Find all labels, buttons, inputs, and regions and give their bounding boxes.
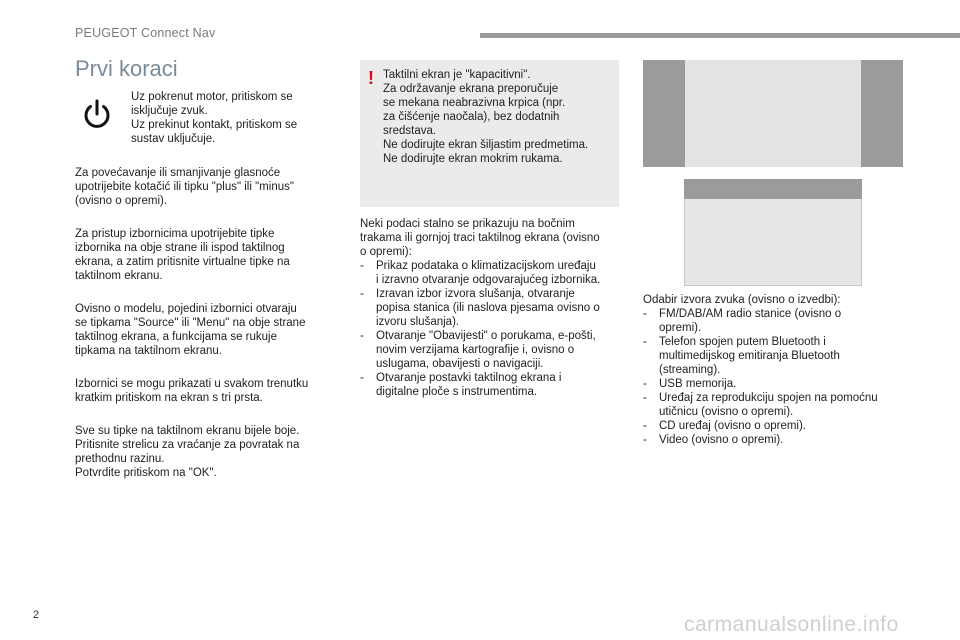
text-line: utičnicu (ovisno o opremi). [659, 406, 794, 418]
text-line: Uz pokrenut motor, pritiskom se [131, 91, 293, 103]
text-line: Uz prekinut kontakt, pritiskom se [131, 119, 298, 131]
list-item [643, 377, 905, 391]
side-bars-list [360, 259, 622, 399]
list-item [643, 335, 905, 377]
power-icon [81, 98, 113, 130]
text-line: kratkim pritiskom na ekran s tri prsta. [75, 392, 263, 404]
text-line: taktilnom ekranu. [75, 270, 163, 282]
text-line: Pritisnite strelicu za vraćanje za povratak na [75, 439, 300, 451]
white-keys-paragraph [75, 424, 335, 480]
text-line: (ovisno o opremi). [75, 195, 168, 207]
warning-text [383, 68, 615, 166]
text-line: - Telefon spojen putem Bluetooth i [659, 336, 826, 348]
text-line: digitalne ploče s instrumentima. [376, 386, 538, 398]
text-line: ekrana, a zatim pritisnite virtualne tipke na [75, 256, 290, 268]
text-line: i izravno otvaranje odgovarajućeg izbornika. [376, 274, 601, 286]
list-item [360, 371, 622, 399]
text-line: upotrijebite kotačić ili tipku "plus" ili "minus" [75, 181, 294, 193]
text-line: Potvrdite pritiskom na "OK". [75, 467, 217, 479]
power-description [131, 90, 331, 146]
text-line: - FM/DAB/AM radio stanice (ovisno o [659, 308, 842, 320]
warning-icon: ! [368, 68, 374, 88]
text-line: se tipkama "Source" ili "Menu" na obje strane [75, 317, 306, 329]
text-line: - Otvaranje postavki taktilnog ekrana i [376, 372, 562, 384]
text-line: isključuje zvuk. [131, 105, 208, 117]
source-illustration-header [684, 179, 862, 199]
list-item [643, 433, 905, 447]
text-line: taktilnog ekrana, a funkcijama se rukuje [75, 331, 277, 343]
text-line: Za pristup izbornicima upotrijebite tipke [75, 228, 275, 240]
text-line: za čišćenje naočala), bez dodatnih [383, 111, 560, 123]
text-line: - Video (ovisno o opremi). [659, 434, 784, 446]
text-line: tipkama na taktilnom ekranu. [75, 345, 223, 357]
text-line: Odabir izvora zvuka (ovisno o izvedbi): [643, 294, 841, 306]
text-line: sredstava. [383, 125, 437, 137]
text-line: novim verzijama kartografije i, ovisno o [376, 344, 575, 356]
menu-access-paragraph [75, 227, 335, 283]
screen-illustration-display [685, 60, 861, 167]
list-item [360, 329, 622, 371]
volume-paragraph [75, 166, 335, 208]
text-line: sustav uključuje. [131, 133, 216, 145]
watermark: carmanualsonline.info [684, 613, 899, 636]
text-line: Izbornici se mogu prikazati u svakom trenutku [75, 378, 309, 390]
text-line: Sve su tipke na taktilnom ekranu bijele boje. [75, 425, 300, 437]
text-line: izvoru slušanja). [376, 316, 460, 328]
page-number: 2 [33, 609, 40, 621]
audio-source-section [643, 293, 905, 447]
text-line: (streaming). [659, 364, 721, 376]
header-divider [480, 33, 960, 38]
text-line: Taktilni ekran je "kapacitivni". [383, 69, 531, 81]
audio-source-list [643, 307, 905, 447]
text-line: trakama ili gornjoj traci taktilnog ekrana (ovisno [360, 232, 600, 244]
text-line: popisa stanica (ili naslova pjesama ovisno o [376, 302, 600, 314]
text-line: opremi). [659, 322, 702, 334]
text-line: - CD uređaj (ovisno o opremi). [659, 420, 807, 432]
text-line: - Prikaz podataka o klimatizacijskom uređaju [376, 260, 596, 272]
list-item [360, 259, 622, 287]
list-item [360, 287, 622, 329]
header-title: PEUGEOT Connect Nav [75, 26, 216, 40]
text-line: Ovisno o modelu, pojedini izbornici otvaraju [75, 303, 297, 315]
text-line: - Otvaranje "Obavijesti" o porukama, e-pošti, [376, 330, 596, 342]
list-item [643, 391, 905, 419]
text-line: Za povećavanje ili smanjivanje glasnoće [75, 167, 281, 179]
text-line: o opremi): [360, 246, 412, 258]
list-item [643, 307, 905, 335]
text-line: - USB memorija. [659, 378, 737, 390]
text-line: Ne dodirujte ekran mokrim rukama. [383, 153, 563, 165]
text-line: multimedijskog emitiranja Bluetooth [659, 350, 840, 362]
text-line: prethodnu razinu. [75, 453, 165, 465]
text-line: - Izravan izbor izvora slušanja, otvaranje [376, 288, 575, 300]
model-menus-paragraph [75, 302, 335, 358]
side-bars-section [360, 217, 622, 399]
text-line: Neki podaci stalno se prikazuju na bočnim [360, 218, 575, 230]
page-title: Prvi koraci [75, 56, 178, 81]
text-line: izbornika na obje strane ili ispod taktilnog [75, 242, 285, 254]
text-line: - Uređaj za reprodukciju spojen na pomoćnu [659, 392, 878, 404]
text-line: uslugama, obavijesti o navigaciji. [376, 358, 544, 370]
list-item [643, 419, 905, 433]
text-line: Za održavanje ekrana preporučuje [383, 83, 559, 95]
text-line: se mekana neabrazivna krpica (npr. [383, 97, 566, 109]
three-finger-paragraph [75, 377, 335, 405]
text-line: Ne dodirujte ekran šiljastim predmetima. [383, 139, 589, 151]
